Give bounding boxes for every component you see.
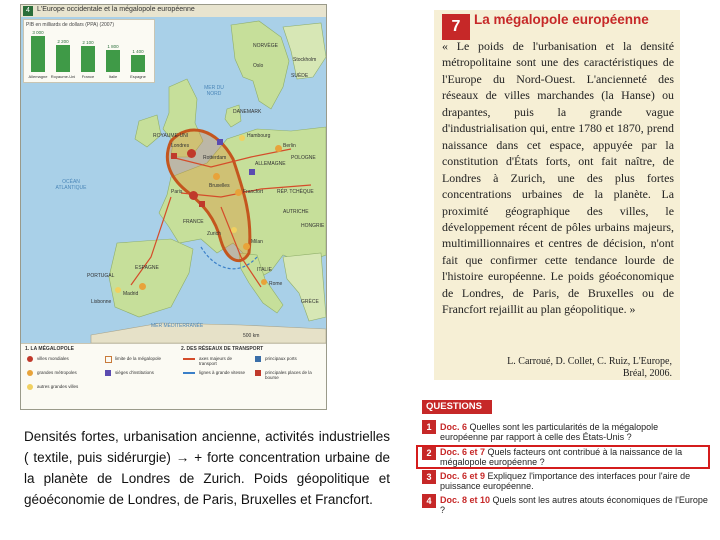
summary-caption: Densités fortes, urbanisation ancienne, activités industrielles ( textile, puis sidérurgie) → + forte concentration urbaine de la planète de Londres de Zurich. Poids géopolitique et géoéconomie de Londres, de Paris, Bruxelles et Francfort. — [24, 429, 390, 507]
question-number: 4 — [422, 494, 436, 508]
legend-text: principales places de la bourse — [265, 370, 312, 380]
inset-category: Italie — [108, 74, 118, 79]
inset-bar-spain — [131, 55, 145, 72]
legend-text: axes majeurs de transport — [199, 356, 233, 366]
document-title: La mégalopole européenne — [474, 12, 649, 27]
label-london: Londres — [171, 143, 190, 149]
question-doc-ref: Doc. 8 et 10 — [440, 495, 491, 505]
frankfurt-dot — [235, 189, 242, 196]
source-line: L. Carroué, D. Collet, C. Ruiz, L'Europe, — [507, 356, 672, 367]
source-line: Bréal, 2006. — [622, 368, 672, 379]
legend-text: villes mondiales — [37, 356, 69, 361]
hamburg-dot — [239, 135, 245, 141]
label-france: FRANCE — [183, 219, 204, 225]
questions-section — [422, 400, 710, 520]
label-madrid: Madrid — [123, 291, 139, 297]
inset-category: Royaume-Uni — [50, 74, 76, 79]
questions-header: QUESTIONS — [422, 400, 492, 414]
question-number: 1 — [422, 420, 436, 434]
label-hamburg: Hambourg — [247, 133, 271, 139]
question-text: Quels facteurs ont contribué à la naissance de la mégalopole européenne ? — [440, 447, 683, 467]
document-number-badge: 7 — [442, 14, 470, 40]
legend-heading: 2. DES RÉSEAUX DE TRANSPORT — [181, 346, 264, 352]
label-scale: 500 km — [243, 333, 260, 339]
label-denmark: DANEMARK — [233, 109, 262, 115]
legend-symbol — [105, 356, 112, 363]
lisbon-dot — [115, 287, 121, 293]
label-germany: ALLEMAGNE — [255, 161, 286, 167]
label-lisbon: Lisbonne — [91, 299, 112, 305]
inset-bar-france — [81, 46, 95, 72]
legend-symbol — [183, 358, 195, 360]
legend-text: lignes à grande vitesse — [199, 370, 246, 375]
question-item — [440, 471, 708, 491]
gdp-inset-chart — [23, 19, 155, 83]
label-norway: NORVÈGE — [253, 43, 278, 49]
inset-value: 2 200 — [57, 39, 69, 44]
inset-value: 3 000 — [32, 30, 44, 35]
label-poland: POLOGNE — [291, 155, 316, 161]
label-brussels: Bruxelles — [209, 183, 230, 189]
madrid-dot — [139, 283, 146, 290]
label-frankfurt: Francfort — [243, 189, 264, 195]
inset-bar-uk — [56, 45, 70, 72]
inset-category: Espagne — [130, 74, 146, 79]
label-berlin: Berlin — [283, 143, 296, 149]
label-greece: GRÈCE — [301, 299, 319, 305]
document-source — [507, 356, 672, 380]
zurich-dot — [231, 227, 237, 233]
inset-value: 1 800 — [107, 44, 119, 49]
label-milan: Milan — [251, 239, 263, 245]
legend-text: grandes métropoles — [37, 370, 77, 375]
legend-symbol — [255, 356, 261, 362]
label-north-sea: MER DU NORD — [204, 85, 224, 97]
legend-text: limite de la mégalopole — [115, 356, 162, 361]
legend-text: principaux ports — [265, 356, 297, 361]
inset-value: 1 400 — [132, 49, 144, 54]
inset-value: 2 100 — [82, 40, 94, 45]
question-number: 2 — [422, 446, 436, 460]
inset-caption: PIB en milliards de dollars (PPA) (2007) — [26, 22, 114, 28]
map-header — [21, 5, 326, 17]
inset-bar-germany — [31, 36, 45, 72]
label-rome: Rome — [269, 281, 283, 287]
europe-map-figure — [20, 4, 327, 410]
question-doc-ref: Doc. 6 et 7 — [440, 447, 486, 457]
label-sweden: SUÈDE — [291, 73, 309, 79]
label-rotterdam: Rotterdam — [203, 155, 227, 161]
legend-text: sièges d'institutions — [115, 370, 154, 375]
label-portugal: PORTUGAL — [87, 273, 115, 279]
question-highlight-box — [416, 445, 710, 469]
question-doc-ref: Doc. 6 et 9 — [440, 471, 486, 481]
question-text: Expliquez l'importance des interfaces pour l'aire de puissance européenne. — [440, 471, 691, 491]
label-paris: Paris — [171, 189, 183, 195]
label-stockholm: Stockholm — [293, 57, 317, 63]
document-quote: « Le poids de l'urbanisation et la densité métropolitaine sont une des caractéristiques de l'Europe du Nord-Ouest. L'ancienneté des réseaux de villes marchandes (la Hanse) ou drapantes, puis la grande vague d'industrialisation qui, entre 1780 et 1870, prend naissance dans cet espace, appuyée par la constitution d'États forts, ont fait naître, de Londres à Zurich, une des plus fortes concentrations urbaines de la planète. La proximité géographique des villes, le développement récent de pôles urbains majeurs, multimillionnaires et centres de décision, n'ont fait que confirmer cette tendance lourde de l'histoire européenne. Le poids géoéconomique de Londres, de Paris, de Bruxelles ou de Francfort rejaillit au plan géopolitique. » — [442, 39, 674, 317]
question-item — [440, 495, 708, 515]
label-austria: AUTRICHE — [283, 209, 309, 215]
question-text: Quels sont les autres atouts économiques de l'Europe ? — [440, 495, 708, 515]
question-item — [440, 422, 708, 442]
rome-dot — [261, 279, 267, 285]
institution-marker — [249, 169, 255, 175]
label-italy: ITALIE — [257, 267, 272, 273]
london-dot — [187, 149, 196, 158]
question-doc-ref: Doc. 6 — [440, 422, 468, 432]
inset-category: Allemagne — [28, 74, 48, 79]
label-uk: ROYAUME-UNI — [153, 133, 189, 139]
paris-dot — [189, 191, 198, 200]
legend-heading: 1. LA MÉGALOPOLE — [25, 346, 74, 352]
stock-exchange-marker — [171, 153, 177, 159]
legend-text: autres grandes villes — [37, 384, 79, 389]
document-7 — [434, 10, 680, 380]
legend-symbol — [105, 370, 111, 376]
label-atlantic-ocean: OCÉAN ATLANTIQUE — [55, 179, 87, 191]
label-hungary: HONGRIE — [301, 223, 325, 229]
inset-category: France — [81, 74, 95, 79]
milan-dot — [243, 243, 250, 250]
map-legend — [21, 343, 326, 410]
question-number: 3 — [422, 470, 436, 484]
map-number-badge: 4 — [23, 6, 33, 16]
label-spain: ESPAGNE — [135, 265, 159, 271]
berlin-dot — [275, 145, 282, 152]
legend-symbol — [27, 356, 33, 362]
stock-exchange-marker — [199, 201, 205, 207]
legend-symbol — [255, 370, 261, 376]
label-oslo: Oslo — [253, 63, 264, 69]
map-title: L'Europe occidentale et la mégalopole européenne — [37, 6, 195, 13]
question-text: Quelles sont les particularités de la mégalopole européenne par rapport à celle des États-Unis ? — [440, 422, 659, 442]
legend-symbol — [183, 372, 195, 374]
legend-symbol — [27, 384, 33, 390]
legend-symbol — [27, 370, 33, 376]
inset-bar-italy — [106, 50, 120, 72]
brussels-dot — [213, 173, 220, 180]
institution-marker — [217, 139, 223, 145]
label-czech-republic: RÉP. TCHÈQUE — [277, 189, 314, 195]
label-mediterranean-sea: MER MÉDITERRANÉE — [151, 323, 204, 329]
label-zurich: Zurich — [207, 231, 221, 237]
